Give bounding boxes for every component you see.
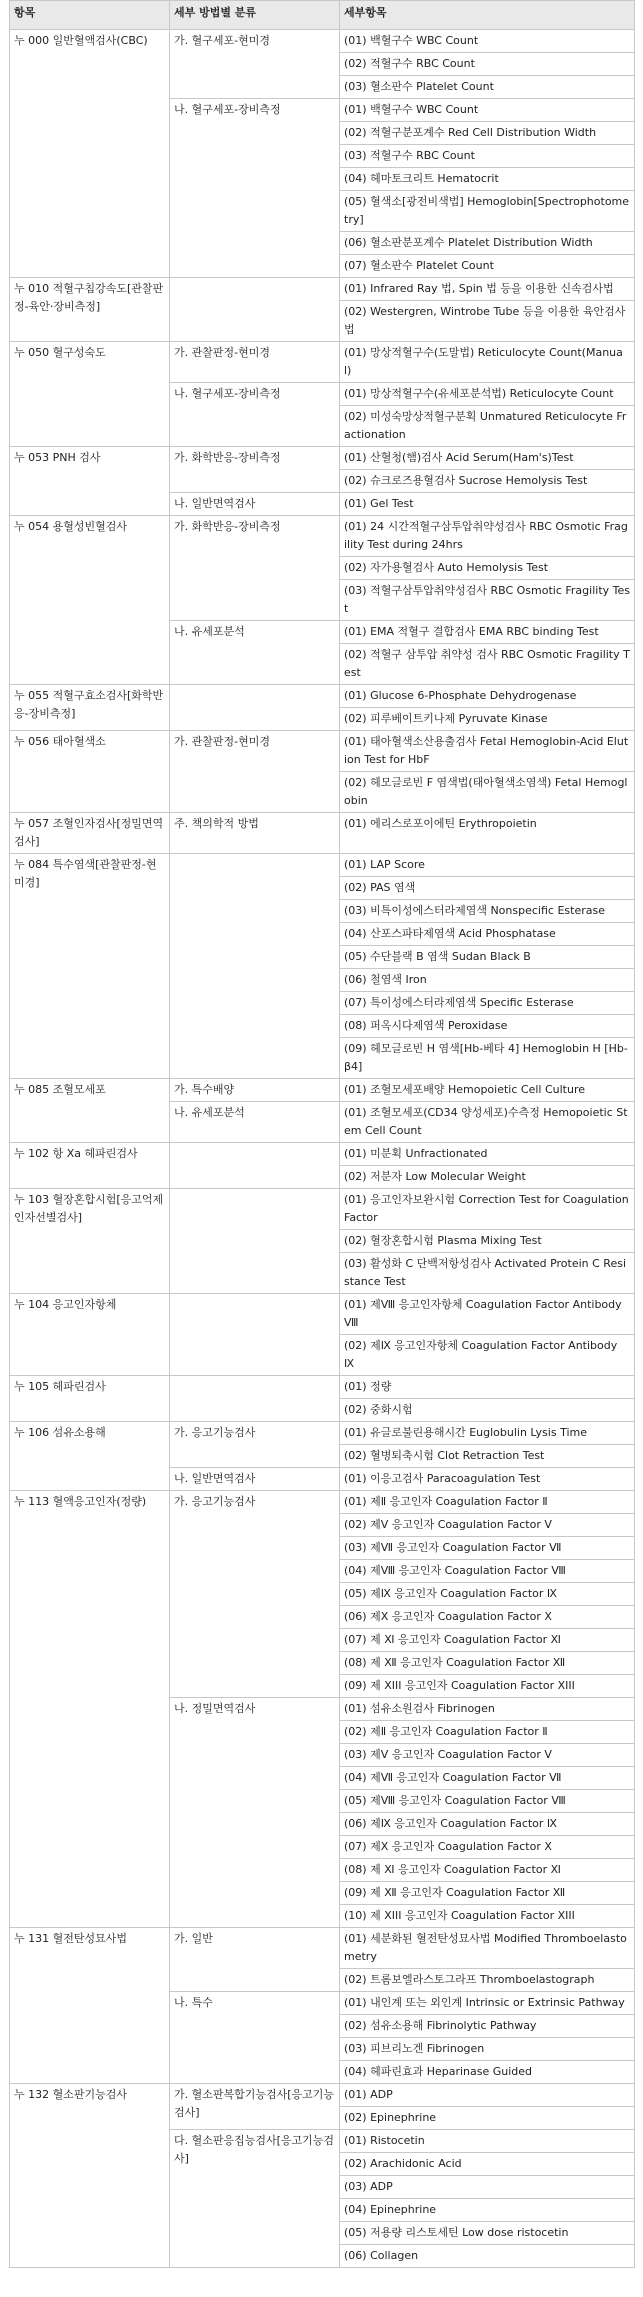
detail-cell: (02) 혈병퇴축시험 Clot Retraction Test bbox=[340, 1445, 635, 1468]
detail-cell: (02) 자가용혈검사 Auto Hemolysis Test bbox=[340, 557, 635, 580]
detail-cell: (02) 슈크로즈용혈검사 Sucrose Hemolysis Test bbox=[340, 470, 635, 493]
detail-cell: (01) Gel Test bbox=[340, 493, 635, 516]
table-row bbox=[10, 2084, 635, 2107]
detail-cell: (03) 혈소판수 Platelet Count bbox=[340, 76, 635, 99]
detail-cell: (08) 제 Ⅺ 응고인자 Coagulation Factor Ⅺ bbox=[340, 1859, 635, 1882]
detail-cell: (02) 중화시험 bbox=[340, 1399, 635, 1422]
header-item: 항목 bbox=[10, 1, 170, 30]
detail-cell: (01) 망상적혈구수(도말법) Reticulocyte Count(Manual) bbox=[340, 342, 635, 383]
detail-cell: (01) 미분획 Unfractionated bbox=[340, 1143, 635, 1166]
detail-cell: (01) 망상적혈구수(유세포분석법) Reticulocyte Count bbox=[340, 383, 635, 406]
method-cell bbox=[170, 1376, 340, 1422]
item-cell: 누 056 태아혈색소 bbox=[10, 731, 170, 813]
table-row bbox=[10, 854, 635, 877]
detail-cell: (05) 저용량 리스토세틴 Low dose ristocetin bbox=[340, 2222, 635, 2245]
method-cell: 나. 일반면역검사 bbox=[170, 1468, 340, 1491]
method-cell: 나. 혈구세포-장비측정 bbox=[170, 383, 340, 447]
detail-cell: (08) 퍼옥시다제염색 Peroxidase bbox=[340, 1015, 635, 1038]
detail-cell: (02) 트롬보엘라스토그라프 Thromboelastograph bbox=[340, 1969, 635, 1992]
detail-cell: (01) 백혈구수 WBC Count bbox=[340, 30, 635, 53]
table-row bbox=[10, 1422, 635, 1445]
detail-cell: (09) 헤모글로빈 H 염색[Hb-베타 4] Hemoglobin H [Hb-β4] bbox=[340, 1038, 635, 1079]
test-item-table bbox=[9, 0, 635, 2268]
method-cell: 가. 화학반응-장비측정 bbox=[170, 516, 340, 621]
detail-cell: (02) 헤모글로빈 F 염색법(태아혈색소염색) Fetal Hemoglobin bbox=[340, 772, 635, 813]
detail-cell: (02) 적혈구수 RBC Count bbox=[340, 53, 635, 76]
detail-cell: (01) 섬유소원검사 Fibrinogen bbox=[340, 1698, 635, 1721]
detail-cell: (03) 피브리노겐 Fibrinogen bbox=[340, 2038, 635, 2061]
method-cell bbox=[170, 1189, 340, 1294]
item-cell: 누 102 항 Xa 헤파린검사 bbox=[10, 1143, 170, 1189]
item-cell: 누 085 조혈모세포 bbox=[10, 1079, 170, 1143]
detail-cell: (05) 혈색소[광전비색법] Hemoglobin[Spectrophotometry] bbox=[340, 191, 635, 232]
detail-cell: (02) 적혈구분포계수 Red Cell Distribution Width bbox=[340, 122, 635, 145]
detail-cell: (01) 응고인자보완시험 Correction Test for Coagulation Factor bbox=[340, 1189, 635, 1230]
table-header-row bbox=[10, 1, 635, 30]
method-cell: 가. 혈소판복합기능검사[응고기능검사] bbox=[170, 2084, 340, 2130]
detail-cell: (01) Infrared Ray 법, Spin 법 등을 이용한 신속검사법 bbox=[340, 278, 635, 301]
detail-cell: (01) 조혈모세포(CD34 양성세포)수측정 Hemopoietic Stem Cell Count bbox=[340, 1102, 635, 1143]
method-cell: 가. 화학반응-장비측정 bbox=[170, 447, 340, 493]
item-cell: 누 131 혈전탄성묘사법 bbox=[10, 1928, 170, 2084]
item-cell: 누 053 PNH 검사 bbox=[10, 447, 170, 516]
table-row bbox=[10, 1143, 635, 1166]
detail-cell: (01) 정량 bbox=[340, 1376, 635, 1399]
detail-cell: (01) 세분화된 혈전탄성묘사법 Modified Thromboelastometry bbox=[340, 1928, 635, 1969]
table-row bbox=[10, 1376, 635, 1399]
detail-cell: (03) 활성화 C 단백저항성검사 Activated Protein C Resistance Test bbox=[340, 1253, 635, 1294]
detail-cell: (05) 제Ⅸ 응고인자 Coagulation Factor Ⅸ bbox=[340, 1583, 635, 1606]
method-cell: 가. 응고기능검사 bbox=[170, 1422, 340, 1468]
detail-cell: (04) 산포스파타제염색 Acid Phosphatase bbox=[340, 923, 635, 946]
table-row bbox=[10, 1491, 635, 1514]
method-cell bbox=[170, 1143, 340, 1189]
detail-cell: (01) 조혈모세포배양 Hemopoietic Cell Culture bbox=[340, 1079, 635, 1102]
item-cell: 누 000 일반혈액검사(CBC) bbox=[10, 30, 170, 278]
detail-cell: (01) 유글로불린용해시간 Euglobulin Lysis Time bbox=[340, 1422, 635, 1445]
item-cell: 누 010 적혈구침강속도[관찰판정-육안·장비측정] bbox=[10, 278, 170, 342]
detail-cell: (06) Collagen bbox=[340, 2245, 635, 2268]
table-row bbox=[10, 731, 635, 772]
method-cell: 가. 특수배양 bbox=[170, 1079, 340, 1102]
item-cell: 누 104 응고인자항체 bbox=[10, 1294, 170, 1376]
header-detail: 세부항목 bbox=[340, 1, 635, 30]
header-method: 세부 방법별 분류 bbox=[170, 1, 340, 30]
method-cell: 가. 응고기능검사 bbox=[170, 1491, 340, 1698]
detail-cell: (02) 혈장혼합시험 Plasma Mixing Test bbox=[340, 1230, 635, 1253]
detail-cell: (08) 제 Ⅻ 응고인자 Coagulation Factor Ⅻ bbox=[340, 1652, 635, 1675]
detail-cell: (04) 헤마토크리트 Hematocrit bbox=[340, 168, 635, 191]
detail-cell: (01) 태아혈색소산용출검사 Fetal Hemoglobin-Acid Elution Test for HbF bbox=[340, 731, 635, 772]
detail-cell: (01) 이응고검사 Paracoagulation Test bbox=[340, 1468, 635, 1491]
detail-cell: (01) 백혈구수 WBC Count bbox=[340, 99, 635, 122]
method-cell: 나. 유세포분석 bbox=[170, 1102, 340, 1143]
detail-cell: (03) 적혈구수 RBC Count bbox=[340, 145, 635, 168]
detail-cell: (02) 피루베이트키나제 Pyruvate Kinase bbox=[340, 708, 635, 731]
detail-cell: (02) Epinephrine bbox=[340, 2107, 635, 2130]
detail-cell: (01) 제Ⅷ 응고인자항체 Coagulation Factor Antibody Ⅷ bbox=[340, 1294, 635, 1335]
detail-cell: (03) ADP bbox=[340, 2176, 635, 2199]
method-cell bbox=[170, 278, 340, 342]
detail-cell: (07) 제Ⅹ 응고인자 Coagulation Factor Ⅹ bbox=[340, 1836, 635, 1859]
detail-cell: (09) 제 XIII 응고인자 Coagulation Factor XIII bbox=[340, 1675, 635, 1698]
detail-cell: (03) 제Ⅴ 응고인자 Coagulation Factor Ⅴ bbox=[340, 1744, 635, 1767]
detail-cell: (02) 제Ⅱ 응고인자 Coagulation Factor Ⅱ bbox=[340, 1721, 635, 1744]
table-row bbox=[10, 1079, 635, 1102]
detail-cell: (02) 저분자 Low Molecular Weight bbox=[340, 1166, 635, 1189]
detail-cell: (05) 제Ⅷ 응고인자 Coagulation Factor Ⅷ bbox=[340, 1790, 635, 1813]
method-cell bbox=[170, 685, 340, 731]
table-row bbox=[10, 685, 635, 708]
item-cell: 누 103 혈장혼합시험[응고억제인자선별검사] bbox=[10, 1189, 170, 1294]
item-cell: 누 106 섬유소용해 bbox=[10, 1422, 170, 1491]
item-cell: 누 113 혈액응고인자(정량) bbox=[10, 1491, 170, 1928]
table-row bbox=[10, 447, 635, 470]
table-row bbox=[10, 278, 635, 301]
method-cell: 가. 일반 bbox=[170, 1928, 340, 1992]
table-row bbox=[10, 1189, 635, 1230]
detail-cell: (02) Arachidonic Acid bbox=[340, 2153, 635, 2176]
detail-cell: (01) 에리스로포이에틴 Erythropoietin bbox=[340, 813, 635, 854]
table-row bbox=[10, 1294, 635, 1335]
detail-cell: (04) 제Ⅷ 응고인자 Coagulation Factor Ⅷ bbox=[340, 1560, 635, 1583]
detail-cell: (03) 적혈구삼투압취약성검사 RBC Osmotic Fragility Test bbox=[340, 580, 635, 621]
detail-cell: (02) PAS 염색 bbox=[340, 877, 635, 900]
detail-cell: (01) Ristocetin bbox=[340, 2130, 635, 2153]
detail-cell: (02) 적혈구 삼투압 취약성 검사 RBC Osmotic Fragility Test bbox=[340, 644, 635, 685]
detail-cell: (06) 제Ⅸ 응고인자 Coagulation Factor Ⅸ bbox=[340, 1813, 635, 1836]
detail-cell: (01) 24 시간적혈구삼투압취약성검사 RBC Osmotic Fragility Test during 24hrs bbox=[340, 516, 635, 557]
item-cell: 누 050 혈구성숙도 bbox=[10, 342, 170, 447]
detail-cell: (10) 제 XIII 응고인자 Coagulation Factor XIII bbox=[340, 1905, 635, 1928]
table-row bbox=[10, 30, 635, 53]
detail-cell: (01) Glucose 6-Phosphate Dehydrogenase bbox=[340, 685, 635, 708]
detail-cell: (09) 제 Ⅻ 응고인자 Coagulation Factor Ⅻ bbox=[340, 1882, 635, 1905]
method-cell: 나. 일반면역검사 bbox=[170, 493, 340, 516]
table-row bbox=[10, 342, 635, 383]
table-body bbox=[10, 30, 635, 2268]
method-cell: 다. 혈소판응집능검사[응고기능검사] bbox=[170, 2130, 340, 2268]
detail-cell: (01) 내인계 또는 외인계 Intrinsic or Extrinsic Pathway bbox=[340, 1992, 635, 2015]
detail-cell: (01) LAP Score bbox=[340, 854, 635, 877]
detail-cell: (02) 미성숙망상적혈구분획 Unmatured Reticulocyte Fractionation bbox=[340, 406, 635, 447]
detail-cell: (02) Westergren, Wintrobe Tube 등을 이용한 육안검사법 bbox=[340, 301, 635, 342]
detail-cell: (04) 제Ⅶ 응고인자 Coagulation Factor Ⅶ bbox=[340, 1767, 635, 1790]
detail-cell: (06) 제Ⅹ 응고인자 Coagulation Factor Ⅹ bbox=[340, 1606, 635, 1629]
detail-cell: (02) 제Ⅴ 응고인자 Coagulation Factor Ⅴ bbox=[340, 1514, 635, 1537]
detail-cell: (02) 제Ⅸ 응고인자항체 Coagulation Factor Antibody Ⅸ bbox=[340, 1335, 635, 1376]
table-row bbox=[10, 1928, 635, 1969]
table-row bbox=[10, 516, 635, 557]
detail-cell: (07) 제 Ⅺ 응고인자 Coagulation Factor Ⅺ bbox=[340, 1629, 635, 1652]
detail-cell: (04) Epinephrine bbox=[340, 2199, 635, 2222]
method-cell: 가. 관찰판정-현미경 bbox=[170, 731, 340, 813]
detail-cell: (02) 섬유소용해 Fibrinolytic Pathway bbox=[340, 2015, 635, 2038]
method-cell: 가. 혈구세포-현미경 bbox=[170, 30, 340, 99]
method-cell: 가. 관찰판정-현미경 bbox=[170, 342, 340, 383]
item-cell: 누 057 조혈인자검사[정밀면역검사] bbox=[10, 813, 170, 854]
detail-cell: (07) 혈소판수 Platelet Count bbox=[340, 255, 635, 278]
detail-cell: (01) EMA 적혈구 결합검사 EMA RBC binding Test bbox=[340, 621, 635, 644]
detail-cell: (01) 제Ⅱ 응고인자 Coagulation Factor Ⅱ bbox=[340, 1491, 635, 1514]
item-cell: 누 084 특수염색[관찰판정-현미경] bbox=[10, 854, 170, 1079]
detail-cell: (04) 헤파린효과 Heparinase Guided bbox=[340, 2061, 635, 2084]
detail-cell: (05) 수단블랙 B 염색 Sudan Black B bbox=[340, 946, 635, 969]
detail-cell: (03) 제Ⅶ 응고인자 Coagulation Factor Ⅶ bbox=[340, 1537, 635, 1560]
item-cell: 누 132 혈소판기능검사 bbox=[10, 2084, 170, 2268]
method-cell bbox=[170, 1294, 340, 1376]
method-cell: 나. 혈구세포-장비측정 bbox=[170, 99, 340, 278]
method-cell: 나. 특수 bbox=[170, 1992, 340, 2084]
method-cell: 나. 유세포분석 bbox=[170, 621, 340, 685]
detail-cell: (06) 철염색 Iron bbox=[340, 969, 635, 992]
detail-cell: (03) 비특이성에스터라제염색 Nonspecific Esterase bbox=[340, 900, 635, 923]
item-cell: 누 055 적혈구효소검사[화학반응-장비측정] bbox=[10, 685, 170, 731]
table-row bbox=[10, 813, 635, 854]
item-cell: 누 105 헤파린검사 bbox=[10, 1376, 170, 1422]
detail-cell: (06) 혈소판분포계수 Platelet Distribution Width bbox=[340, 232, 635, 255]
method-cell bbox=[170, 854, 340, 1079]
detail-cell: (07) 특이성에스터라제염색 Specific Esterase bbox=[340, 992, 635, 1015]
detail-cell: (01) 산혈청(햄)검사 Acid Serum(Ham's)Test bbox=[340, 447, 635, 470]
item-cell: 누 054 용혈성빈혈검사 bbox=[10, 516, 170, 685]
method-cell: 나. 정밀면역검사 bbox=[170, 1698, 340, 1928]
detail-cell: (01) ADP bbox=[340, 2084, 635, 2107]
method-cell: 주. 책의학적 방법 bbox=[170, 813, 340, 854]
